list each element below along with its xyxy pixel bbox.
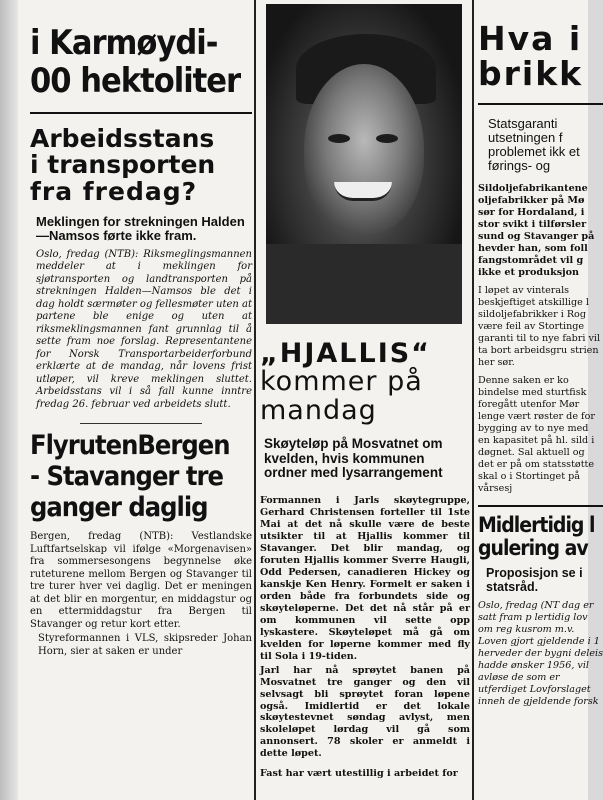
deck-proposisjon: Proposisjon se i statsråd. <box>486 566 583 594</box>
column-divider <box>472 0 474 800</box>
article-hjallis-body-2: Jarl har nå sprøytet banen på Mosvatnet tre ganger og den vil selvsagt bli sprøytet foran løpene også. Imidlertid er det lokale skøytestevnet søndag avlyst, men skoleløpet lørdag vil gå som annonsert. 78 skoler er anmeldt i dette løpet. <box>260 664 470 760</box>
portrait-photo <box>266 4 462 322</box>
headline-hjallis: „HJALLIS“ <box>260 338 431 369</box>
article-sildolje-body-2: I løpet av vinterals beskjeftiget atskillige l sildoljefabrikker i Rog være feil av Stortinge garanti til to nye fabri vil ta bort arbeidsgru strien her sør. <box>478 285 601 369</box>
headline-hjallis-2: kommer på <box>260 366 423 398</box>
column-right <box>478 0 603 800</box>
article-midlertidig-body: Oslo, fredag (NT dag er satt fram p lertidig lov om reg kusrom m.v. Loven gjort gjeldende i 1 herveder der bygni deleis hadde ønsker 1956, vil avløse de som er utferdiget Lovforslaget inneh de gjeldende forsk <box>478 600 603 707</box>
column-left <box>30 0 252 800</box>
headline-karmoy-2: 00 hektoliter <box>30 61 241 101</box>
deck-skoyteløp: Skøyteløp på Mosvatnet om kvelden, hvis kommunen ordner med lysarrangement <box>264 436 443 481</box>
headline-flyruten: FlyrutenBergen <box>30 430 230 462</box>
divider <box>30 112 252 114</box>
article-hjallis-body-3: Fast har vært utestillig i arbeidet for <box>260 768 458 780</box>
divider <box>478 505 603 507</box>
headline-hjallis-3: mandag <box>260 394 377 426</box>
newspaper-page <box>18 0 603 800</box>
article-transport-body: Oslo, fredag (NTB): Riksmeglingsmannen meddeler at i meklingen for sjøtransporten og landtransporten på strekningen Halden—Namsos ble det i dag holdt særmøter og fellesmøter uten at partene ble enige og uten at riksmeklingsmannen fant grunnlag til å sette fram noe forslag. Representantene for Norsk Transportarbeiderforbund erklærte at de mandag, når lovens frist utløper, vil kreve meklingen sluttet. Arbeidsstans vil i så fall kunne inntre fredag 26. februar ved arbeidets slutt. <box>36 248 252 410</box>
column-divider <box>254 0 256 800</box>
article-flyruten-body-2: Styreformannen i VLS, skipsreder Johan Horn, sier at saken er under <box>38 633 252 657</box>
deck-meklingen: Meklingen for strekningen Halden—Namsos førte ikke fram. <box>36 213 245 243</box>
headline-midlertidig-2: gulering av <box>478 536 588 561</box>
column-center <box>260 0 470 800</box>
headline-flyruten-2: - Stavanger tre <box>30 461 223 493</box>
page-edge <box>0 0 18 800</box>
article-hjallis-body: Formannen i Jarls skøytegruppe, Gerhard Christensen forteller til 1ste Mai at det nå skulle være de beste utsikter til at Hjallis kommer til Stavanger. Det blir mandag, og foruten Hjallis kommer Sverre Haugli, Odd Pedersen, canadieren Hickey og kanskje Ken Henry. Formelt er saken i orden både fra forbundets side og skøyteløperne. Det det nå står på er om kommunen vil sette opp lyskastere. Skøyteløpet må gå om kvelden for løperne kommer med fly til Sola i 19-tiden. <box>260 494 470 662</box>
divider <box>478 103 603 105</box>
headline-hva: Hva i <box>478 19 583 58</box>
article-sildolje-body: Sildoljefabrikantene oljefabrikker på Mø sør for Hordaland, i stor svikt i tilførsler sund og Stavanger på hevder han, som foll fangstområdet vil g ikke et produksjon <box>478 183 595 279</box>
article-sildolje-body-3: Denne saken er ko bindelse med sturtfisk foregått utenfor Mør lenge vært røster de for bygging av to nye med en kapasitet på hl. sild i døgnet. Sal aktuell og det er på om statsstøtte skal o i Stortinget på vårsesj <box>478 375 595 495</box>
article-flyruten-body: Bergen, fredag (NTB): Vestlandske Luftfartselskap vil ifølge «Morgenavisen» fra sommersesongens begynnelse øke ruteturene mellom Bergen og Stavanger til tre turer hver vei daglig. Det er meningen at det blir en morgentur, en middagstur og en ettermiddagstur fra Bergen til Stavanger og retur kort etter. <box>30 531 252 630</box>
headline-flyruten-3: ganger daglig <box>30 492 208 524</box>
divider <box>80 423 202 424</box>
headline-arbeidsstans-3: fra fredag? <box>30 176 198 206</box>
headline-karmoy: i Karmøydi- <box>30 23 218 63</box>
headline-midlertidig: Midlertidig l <box>478 513 595 538</box>
headline-hva-2: brikk <box>478 53 584 93</box>
deck-statsgaranti: Statsgaranti utsetningen f problemet ikk et førings- og <box>488 116 580 174</box>
headline-arbeidsstans: Arbeidsstans <box>30 124 215 153</box>
headline-arbeidsstans-2: i transporten <box>30 150 216 180</box>
